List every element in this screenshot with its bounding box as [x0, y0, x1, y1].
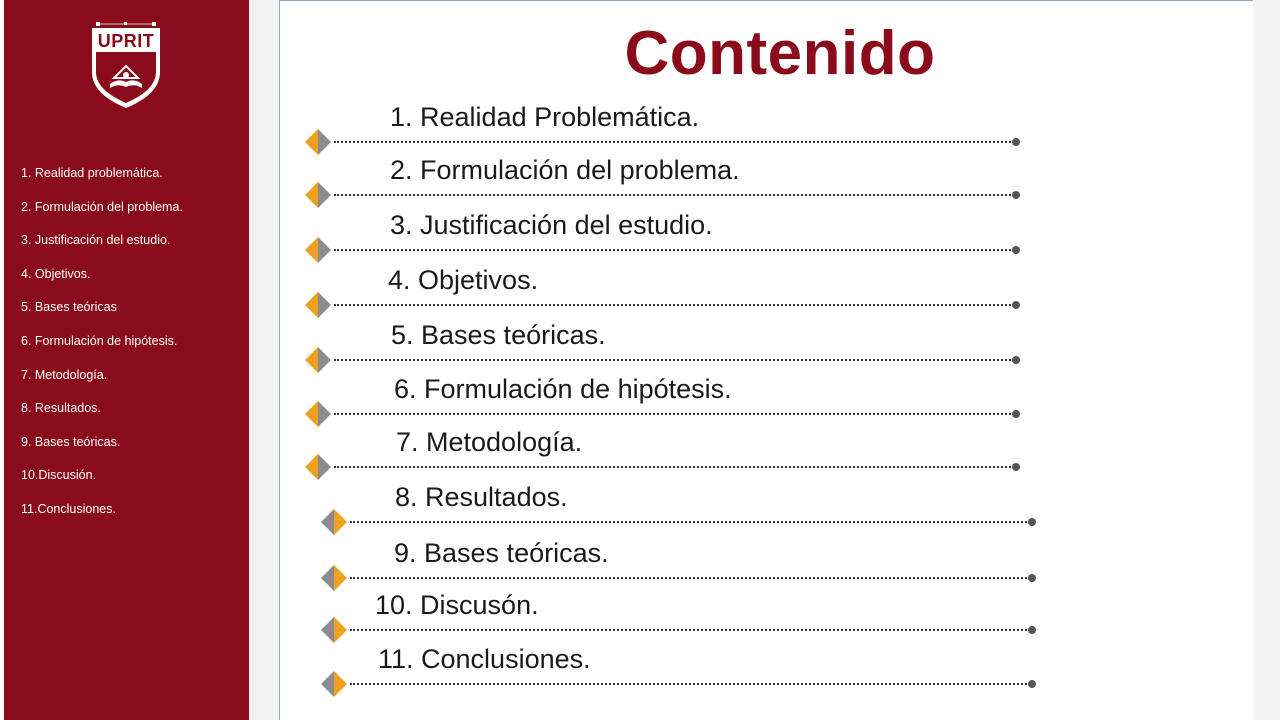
diamond-marker-icon	[320, 616, 348, 644]
sidebar-item-resultados[interactable]: 8. Resultados.	[21, 401, 101, 416]
page-title: Contenido	[624, 19, 936, 88]
logo-text: UPRIT	[97, 31, 155, 51]
diamond-marker-icon	[304, 181, 332, 209]
toc-label: 2. Formulación del problema.	[390, 155, 740, 185]
dotted-line	[350, 577, 1030, 579]
line-end-dot-icon	[1012, 246, 1020, 254]
toc-label: 9. Bases teóricas.	[394, 538, 609, 568]
sidebar-item-objetivos[interactable]: 4. Objetivos.	[21, 266, 91, 281]
line-end-dot-icon	[1012, 191, 1020, 199]
toc-item[interactable]	[320, 644, 1040, 710]
toc-label: 3. Justificación del estudio.	[390, 210, 713, 240]
dotted-line	[350, 629, 1030, 631]
diamond-marker-icon	[304, 236, 332, 264]
sidebar	[4, 0, 249, 720]
sidebar-item-justificacion[interactable]: 3. Justificación del estudio.	[21, 233, 171, 248]
sidebar-item-formulacion[interactable]: 2. Formulación del problema.	[21, 199, 183, 214]
left-gutter	[249, 0, 279, 720]
toc-label: 4. Objetivos.	[388, 265, 539, 295]
dotted-line	[334, 194, 1014, 196]
toc-label: 11. Conclusiones.	[378, 644, 591, 674]
toc-label: 1. Realidad Problemática.	[390, 102, 700, 132]
sidebar-item-conclusiones[interactable]: 11.Conclusiones.	[21, 501, 116, 516]
line-end-dot-icon	[1012, 301, 1020, 309]
line-end-dot-icon	[1012, 356, 1020, 364]
diamond-marker-icon	[304, 400, 332, 428]
dotted-line	[350, 521, 1030, 523]
toc-label: 6. Formulación de hipótesis.	[394, 374, 732, 404]
sidebar-item-bases-2[interactable]: 9. Bases teóricas.	[21, 434, 121, 449]
dotted-line	[334, 413, 1014, 415]
toc-label: 7. Metodología.	[396, 427, 583, 457]
sidebar-item-realidad[interactable]: 1. Realidad problemática.	[21, 166, 163, 180]
diamond-marker-icon	[304, 346, 332, 374]
toc-label: 5. Bases teóricas.	[391, 320, 606, 350]
line-end-dot-icon	[1028, 626, 1036, 634]
dotted-line	[334, 466, 1014, 468]
dotted-line	[334, 359, 1014, 361]
diamond-marker-icon	[304, 453, 332, 481]
diamond-marker-icon	[320, 508, 348, 536]
sidebar-item-discusion[interactable]: 10.Discusión.	[21, 468, 97, 483]
line-end-dot-icon	[1028, 518, 1036, 526]
diamond-marker-icon	[320, 670, 348, 698]
right-gutter	[1253, 0, 1280, 720]
diamond-marker-icon	[304, 128, 332, 156]
toc-label: 10. Discusón.	[375, 590, 539, 620]
toc-label: 8. Resultados.	[395, 482, 568, 512]
line-end-dot-icon	[1012, 410, 1020, 418]
line-end-dot-icon	[1012, 463, 1020, 471]
sidebar-nav	[21, 158, 183, 528]
line-end-dot-icon	[1028, 574, 1036, 582]
sidebar-item-metodologia[interactable]: 7. Metodología.	[21, 367, 108, 382]
dotted-line	[334, 304, 1014, 306]
dotted-line	[334, 141, 1014, 143]
diamond-marker-icon	[304, 291, 332, 319]
sidebar-item-hipotesis[interactable]: 6. Formulación de hipótesis.	[21, 333, 178, 348]
dotted-line	[334, 249, 1014, 251]
sidebar-item-bases[interactable]: 5. Bases teóricas	[21, 300, 117, 315]
line-end-dot-icon	[1028, 680, 1036, 688]
line-end-dot-icon	[1012, 138, 1020, 146]
diamond-marker-icon	[320, 564, 348, 592]
dotted-line	[350, 683, 1030, 685]
